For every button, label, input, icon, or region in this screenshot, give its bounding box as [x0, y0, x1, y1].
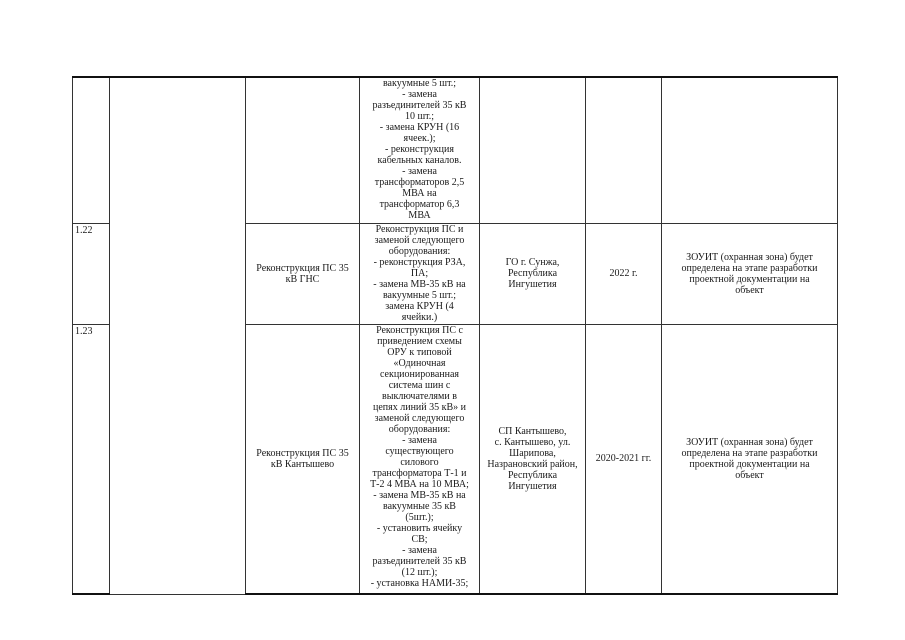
- description-line: - замена: [402, 544, 437, 556]
- description-line: цепях линий 35 кВ» и: [372, 401, 467, 413]
- description-line: кабельных каналов.: [377, 155, 462, 166]
- location-line: Республика: [507, 469, 558, 481]
- description-line: СВ;: [411, 533, 428, 545]
- description-line: приведением схемы: [377, 335, 462, 347]
- description-cell: [360, 77, 480, 223]
- location-line: Ингушетия: [508, 279, 557, 290]
- description-line: заменой следующего: [374, 234, 465, 246]
- location-line: СП Кантышево,: [498, 425, 567, 437]
- description-line: замена КРУН (4: [385, 300, 454, 312]
- description-line: разъединителей 35 кВ: [372, 100, 467, 111]
- description-line: ячеек.);: [403, 133, 436, 144]
- period-cell: 2022 г.: [586, 223, 662, 324]
- location-line: Республика: [507, 268, 558, 279]
- description-line: «Одиночная: [393, 357, 446, 369]
- description-line: ОРУ к типовой: [387, 346, 452, 358]
- merged-left-cell: [110, 77, 246, 594]
- description-cell: [360, 324, 480, 594]
- zone-line: объект: [735, 284, 764, 296]
- object-line: кВ Кантышево: [270, 458, 335, 470]
- period-cell: 2020-2021 гг.: [586, 324, 662, 594]
- description-line: - установить ячейку: [376, 522, 463, 534]
- row-number-cell: 1.22: [73, 223, 110, 324]
- description-line: трансформатор 6,3: [379, 199, 460, 210]
- zone-line: ЗОУИТ (охранная зона) будет: [686, 436, 813, 448]
- description-line: - установка НАМИ-35;: [370, 577, 469, 589]
- description-line: (5шт.);: [405, 511, 434, 523]
- description-line: вакуумные 5 шт.;: [382, 78, 457, 89]
- description-line: Реконструкция ПС с: [376, 324, 463, 336]
- zone-line: ЗОУИТ (охранная зона) будет: [686, 251, 813, 263]
- object-cell: [246, 77, 360, 223]
- description-line: ПА;: [410, 267, 429, 279]
- description-line: заменой следующего: [374, 412, 465, 424]
- description-line: - замена: [402, 434, 437, 446]
- zone-cell: [662, 77, 838, 223]
- description-line: - реконструкция: [385, 144, 454, 155]
- zone-line: определена на этапе разработки: [681, 447, 818, 459]
- location-line: с. Кантышево, ул.: [494, 436, 571, 448]
- location-line: Шарипова,: [509, 447, 556, 459]
- row-number-cell: 1.23: [73, 324, 110, 594]
- description-line: разъединителей 35 кВ: [372, 555, 467, 567]
- location-line: ГО г. Сунжа,: [505, 257, 560, 268]
- projects-table: [72, 76, 838, 595]
- description-line: - замена МВ-35 кВ на: [373, 278, 466, 290]
- location-cell: [480, 77, 586, 223]
- zone-line: определена на этапе разработки: [681, 262, 818, 274]
- description-line: выключателями в: [382, 390, 457, 402]
- object-line: Реконструкция ПС 35: [256, 447, 349, 459]
- zone-line: проектной документации на: [689, 273, 810, 285]
- row-number-cell: [73, 77, 110, 223]
- description-line: вакуумные 35 кВ: [383, 500, 456, 512]
- zone-line: проектной документации на: [689, 458, 810, 470]
- description-cell: [360, 223, 480, 324]
- location-cell: [480, 324, 586, 594]
- description-line: Реконструкция ПС и: [375, 223, 464, 235]
- description-line: 10 шт.;: [404, 111, 435, 122]
- description-line: система шин с: [388, 379, 451, 391]
- description-line: - реконструкция РЗА,: [373, 256, 466, 268]
- description-line: ячейки.): [401, 311, 438, 323]
- description-line: (12 шт.);: [401, 566, 438, 578]
- table-row: [73, 77, 838, 223]
- location-line: Ингушетия: [508, 480, 557, 492]
- period-cell: [586, 77, 662, 223]
- description-line: секционированная: [379, 368, 460, 380]
- location-line: Назрановский район,: [487, 458, 578, 470]
- zone-cell: [662, 324, 838, 594]
- description-line: Т-2 4 МВА на 10 МВА;: [370, 478, 469, 490]
- description-line: МВА на: [402, 188, 437, 199]
- zone-line: объект: [735, 469, 764, 481]
- description-line: - замена: [402, 89, 437, 100]
- zone-cell: [662, 223, 838, 324]
- object-cell: [246, 324, 360, 594]
- object-line: Реконструкция ПС 35: [256, 262, 349, 274]
- description-line: трансформаторов 2,5: [374, 177, 465, 188]
- object-cell: [246, 223, 360, 324]
- description-line: - замена МВ-35 кВ на: [373, 489, 466, 501]
- description-line: - замена: [402, 166, 437, 177]
- description-line: оборудования:: [388, 423, 451, 435]
- description-line: вакуумные 5 шт.;: [382, 289, 457, 301]
- location-cell: [480, 223, 586, 324]
- description-line: силового: [400, 456, 439, 468]
- description-line: - замена КРУН (16: [379, 122, 460, 133]
- description-line: оборудования:: [388, 245, 451, 257]
- description-line: существующего: [385, 445, 454, 457]
- description-line: МВА: [408, 210, 431, 221]
- object-line: кВ ГНС: [285, 273, 320, 285]
- description-line: трансформатора Т-1 и: [372, 467, 467, 479]
